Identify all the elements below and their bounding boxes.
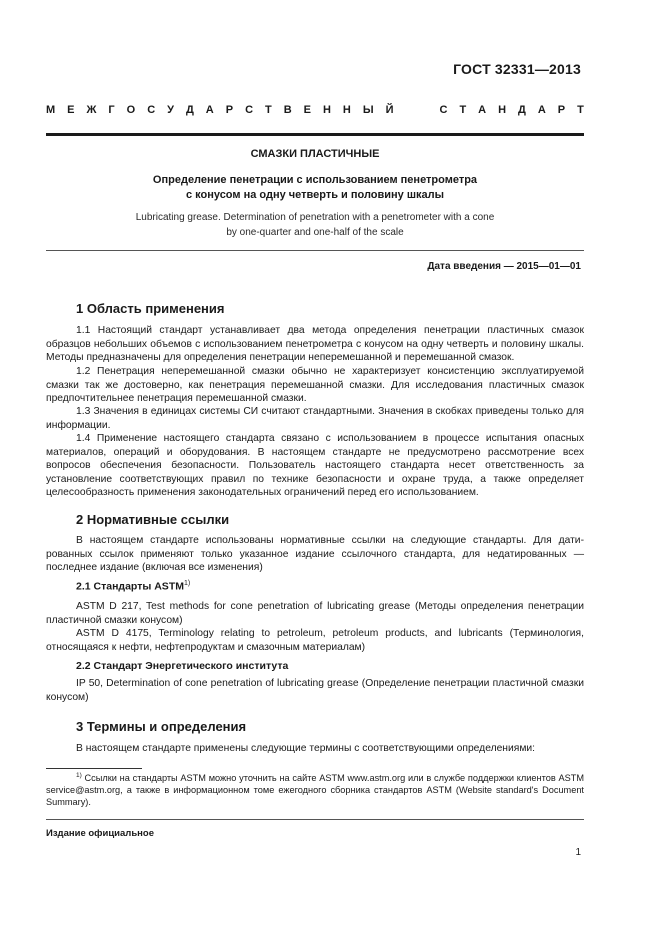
subsection-2-1-heading: 2.1 Стандарты ASTM$^{1)}$ <box>76 580 191 593</box>
interstate_right-letter: Н <box>498 104 507 116</box>
interstate_right-letter: Р <box>557 104 566 116</box>
paragraph-2-intro: В настоящем стандарте использованы нормативные ссылки на следующие стандарты. Для датированных ссылок применяют только указанное издание ссылочного стандарта, для недатированных — последнее издание (включая все изменения) <box>46 535 584 574</box>
interstate_left-letter: Н <box>342 104 351 116</box>
interstate_right-letter: Т <box>577 104 584 116</box>
banner-gap <box>406 104 428 116</box>
footnote-text: Ссылки на стандарты ASTM можно уточнить на сайте ASTM www.astm.org или в службе поддержки клиентов ASTM service@astm.org, а также в информационном томе ежегодного сборника стандартов ASTM (Website standard's Document Summary). <box>46 773 584 808</box>
interstate_left-letter: Д <box>185 104 194 116</box>
paragraph-1-3: 1.3 Значения в единицах системы СИ считают стандартными. Значения в скобках приведены только для информации. <box>46 406 584 431</box>
interstate_left-letter: О <box>126 104 136 116</box>
interstate_left-letter: В <box>283 104 292 116</box>
interstate_left-letter: Й <box>385 104 394 116</box>
interstate_left-letter: Ы <box>362 104 374 116</box>
paragraph-1-1: 1.1 Настоящий стандарт устанавливает два метода определения пенетрации пластичных смазок образцов небольших объемов с использованием пенетрометра с конусом на одну четверть и половину шкалы. Методы предназначены для определения пенетрации неперемешанной и перемешанной смазок. <box>46 325 584 364</box>
introduction-date: Дата введения — 2015—01—01 <box>427 261 581 272</box>
footnote <box>46 770 584 809</box>
interstate_left-letter: Е <box>67 104 75 116</box>
interstate-standard-banner <box>46 104 584 116</box>
english-title-line-2: by one-quarter and one-half of the scale <box>226 227 404 238</box>
footnote-ref: 1) <box>183 580 191 587</box>
standard-subtitle <box>46 173 584 203</box>
interstate_left-letter: Е <box>303 104 311 116</box>
interstate_left-letter: Р <box>225 104 234 116</box>
english-title-line-1: Lubricating grease. Determination of penetration with a penetrometer with a cone <box>135 212 495 223</box>
subtitle-line-2: с конусом на одну четверть и половину шкалы <box>185 189 445 201</box>
edition-label: Издание официальное <box>46 828 154 839</box>
interstate_right-letter: Д <box>518 104 526 116</box>
subtitle-line-1: Определение пенетрации с использованием пенетрометра <box>152 174 478 186</box>
reference-astm-d4175: ASTM D 4175, Terminology relating to petroleum, petroleum products, and lubricants (Терминология, относящаяся к нефти, нефтепродуктам и смазочным материалам) <box>46 628 584 653</box>
interstate_left-letter: Т <box>265 104 272 116</box>
page-number: 1 <box>575 847 581 858</box>
interstate_left-letter: С <box>245 104 254 116</box>
interstate_left-letter: С <box>147 104 156 116</box>
interstate_right-letter: С <box>439 104 448 116</box>
footnote-divider <box>46 768 142 769</box>
section-3-heading: 3 Термины и определения <box>76 719 247 734</box>
interstate_left-letter: У <box>167 104 174 116</box>
subsection-2-2-heading: 2.2 Стандарт Энергетического института <box>76 660 289 672</box>
english-title <box>46 210 584 240</box>
interstate_left-letter: Н <box>322 104 331 116</box>
interstate_left-letter: М <box>46 104 56 116</box>
footnote-mark: 1) <box>76 772 82 779</box>
paragraph-1-4: 1.4 Применение настоящего стандарта связано с использованием в процессе испытания опасных материалов, операций и оборудования. В настоящем стандарте не предусмотрено рассмотрение всех вопросов обеспечения безопасности. Пользователь настоящего стандарта несет ответственность за установление соответствующих правил по технике безопасности и охране труда, а также определяет целесообразность применения законодательных ограничений перед его использованием. <box>46 433 584 499</box>
document-number: ГОСТ 32331—2013 <box>453 61 581 77</box>
interstate_right-letter: А <box>478 104 487 116</box>
title-divider <box>46 250 584 251</box>
interstate_left-letter: Г <box>108 104 115 116</box>
interstate_right-letter: А <box>537 104 546 116</box>
section-1-heading: 1 Область применения <box>76 301 225 316</box>
header-divider <box>46 133 584 136</box>
section-2-heading: 2 Нормативные ссылки <box>76 512 230 527</box>
reference-astm-d217: ASTM D 217, Test methods for cone penetration of lubricating grease (Методы определения пенетрации пластичной смазки конусом) <box>46 601 584 626</box>
interstate_left-letter: А <box>205 104 214 116</box>
reference-ip-50: IP 50, Determination of cone penetration of lubricating grease (Определение пенетрации пластичной смазки конусом) <box>46 678 584 703</box>
interstate_left-letter: Ж <box>86 104 97 116</box>
footer-divider <box>46 819 584 820</box>
standard-title: СМАЗКИ ПЛАСТИЧНЫЕ <box>250 148 380 160</box>
paragraph-3-intro: В настоящем стандарте применены следующие термины с соответствующими определениями: <box>76 743 536 754</box>
paragraph-1-2: 1.2 Пенетрация неперемешанной смазки обычно не характеризует консистенцию эксплуатируемой смазки так же достоверно, как пенетрация перемешанной смазки. Для исследования пластичных смазок предпочтительнее пенетрация перемешанной смазки. <box>46 366 584 405</box>
interstate_right-letter: Т <box>459 104 467 116</box>
